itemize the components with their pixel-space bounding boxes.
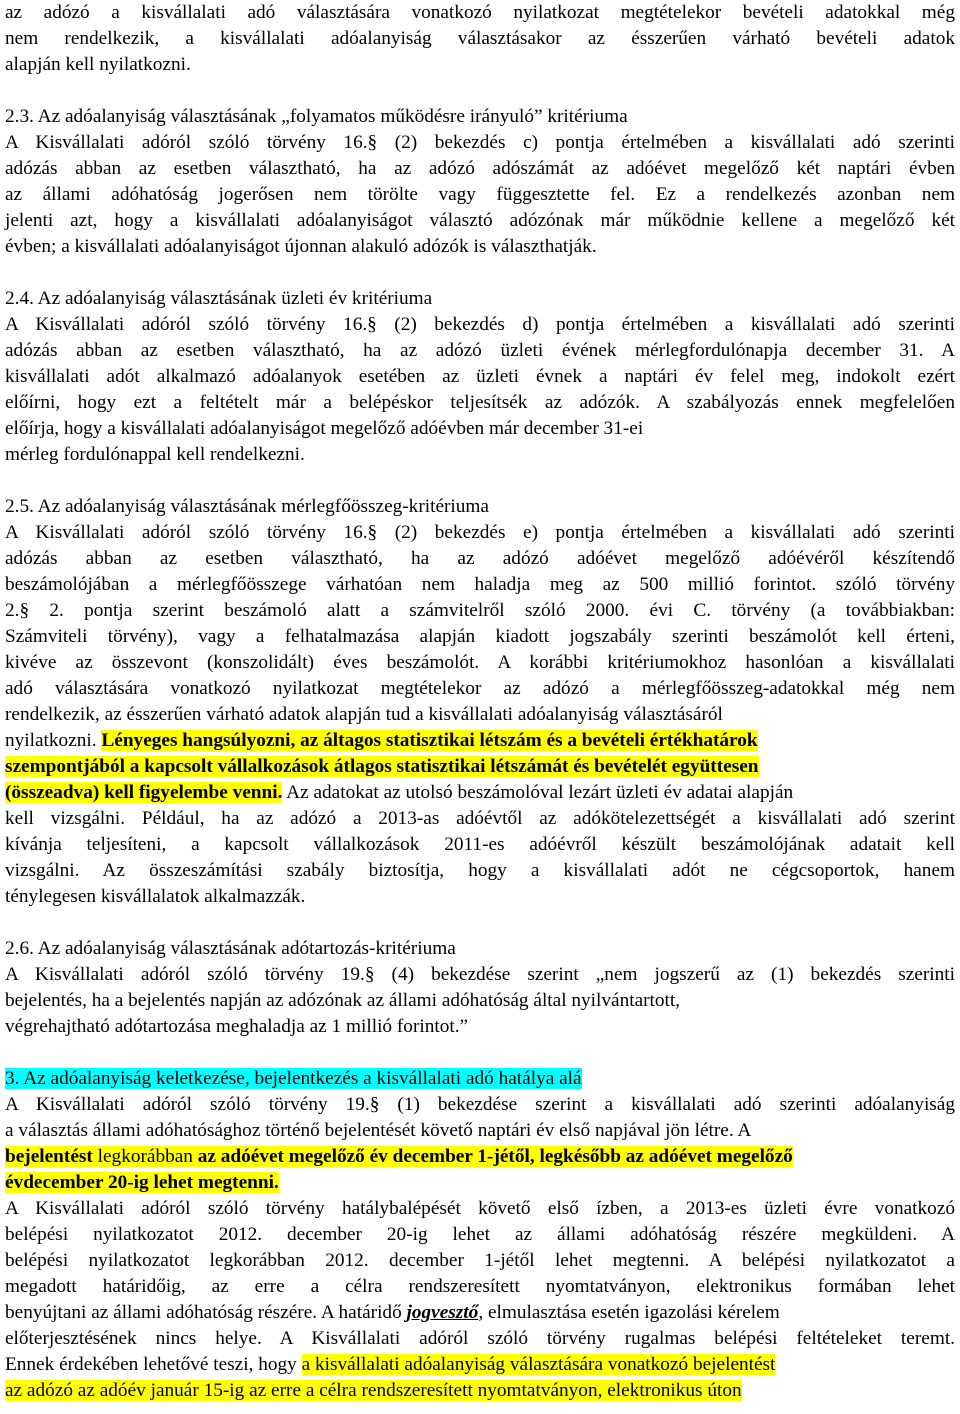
highlighted-bold-text: bejelentést — [5, 1146, 93, 1167]
text-line: vizsgálni. Az összeszámítási szabály biztosítja, hogy a kisvállalati adót ne cégcsoportok, hanem — [5, 860, 955, 881]
text-fragment: benyújtani az állami adóhatóság részére. A határidő — [5, 1302, 407, 1323]
text-line-with-highlight — [5, 780, 793, 806]
section-heading-2-5: 2.5. Az adóalanyiság választásának mérlegfőösszeg-kritériuma — [5, 496, 489, 517]
text-line: adó választására vonatkozó nyilatkozat megtételekor az adózó a mérlegfőösszeg-adatokkal még nem — [5, 678, 955, 699]
text-line: beszámolójában a mérlegfőösszege várhatóan nem haladja meg az 500 millió forintot. szóló törvény — [5, 574, 955, 595]
text-line: A Kisvállalati adóról szóló törvény 16.§ (2) bekezdés e) pontja értelmében a kisvállalati adó szerinti — [5, 522, 955, 543]
text-line: kivéve az összevont (konszolidált) éves beszámolót. A korábbi kritériumokhoz hasonlóan a kisvállalati — [5, 652, 955, 673]
text-line: kisvállalati adót alkalmazó adóalanyok esetében az üzleti évnek a naptári év felel meg, indokolt ezért — [5, 366, 955, 387]
text-line: a választás állami adóhatósághoz történő bejelentését követő naptári év első napjával jön létre. A — [5, 1120, 752, 1141]
text-line: előterjesztésének nincs helye. A Kisvállalati adóról szóló törvény rugalmas belépési feltételeket teremt. — [5, 1328, 955, 1349]
text-line: rendelkezik, az ésszerűen várható adatok alapján tud a kisvállalati adóalanyiság választásáról — [5, 704, 723, 725]
text-line: kívánja teljesíteni, a kapcsolt vállalkozások 2011-es adóévről készült beszámolójának adatait kell — [5, 834, 955, 855]
text-line: előírja, hogy a kisvállalati adóalanyiságot megelőző adóévben már december 31-ei — [5, 418, 644, 439]
text-line: kell vizsgálni. Például, ha az adózó a 2013-as adóévtől az adókötelezettségét a kisvállalati adó szerint — [5, 808, 955, 829]
text-line: A Kisvállalati adóról szóló törvény 19.§ (4) bekezdése szerint „nem jogszerű az (1) bekezdés szerinti — [5, 964, 955, 985]
text-line: az állami adóhatóság jogerősen nem törölte vagy függesztette fel. Ez a rendelkezés azonban nem — [5, 184, 955, 205]
highlighted-bold-text: évdecember 20-ig lehet megtenni. — [5, 1172, 279, 1193]
text-line: bejelentés, ha a bejelentés napján az adózónak az állami adóhatóság által nyilvántartott, — [5, 990, 681, 1011]
text-fragment: , elmulasztása esetén igazolási kérelem — [478, 1302, 780, 1323]
text-line-with-highlight — [5, 1352, 775, 1378]
text-line-with-highlight — [5, 728, 758, 754]
text-line: megadott határidőig, az erre a célra rendszeresített nyomtatványon, elektronikus formában lehet — [5, 1276, 955, 1297]
text-line: ténylegesen kisvállalatok alkalmazzák. — [5, 886, 306, 907]
text-line: A Kisvállalati adóról szóló törvény 19.§ (1) bekezdése szerint a kisvállalati adó szerinti adóalanyiság — [5, 1094, 955, 1115]
text-line: Számviteli törvény), vagy a felhatalmazása alapján kiadott jogszabály szerinti beszámolót kell érteni, — [5, 626, 955, 647]
text-fragment: Az adatokat az utolsó beszámolóval lezárt üzleti év adatai alapján — [286, 782, 794, 803]
text-line-with-highlight — [5, 1144, 793, 1170]
highlighted-bold-text: (összeadva) kell figyelembe venni. — [5, 782, 283, 803]
text-line: belépési nyilatkozatot 2012. december 20-ig lehet az állami adóhatóság részére megküldeni. A — [5, 1224, 955, 1245]
text-line: adózás abban az esetben választható, ha az adózó adószámát az adóévet megelőző két naptári évben — [5, 158, 955, 179]
text-line: jelenti azt, hogy a kisvállalati adóalanyiságot választó adózónak már működnie kellene a megelőző két — [5, 210, 955, 231]
highlighted-bold-text: Lényeges hangsúlyozni, az áltagos statisztikai létszám és a bevételi értékhatárok — [101, 730, 758, 751]
text-line: A Kisvállalati adóról szóló törvény 16.§ (2) bekezdés d) pontja értelmében a kisvállalati adó szerinti — [5, 314, 955, 335]
text-fragment: nyilatkozni. — [5, 730, 97, 751]
text-line: belépési nyilatkozatot legkorábban 2012. december 1-jétől lehet megtenni. A belépési nyilatkozatot a — [5, 1250, 955, 1271]
text-line: végrehajtható adótartozása meghaladja az 1 millió forintot.” — [5, 1016, 469, 1037]
text-line: nem rendelkezik, a kisvállalati adóalanyiság választásakor az ésszerűen várható bevételi adatok — [5, 28, 955, 49]
highlighted-heading-text: 3. Az adóalanyiság keletkezése, bejelentkezés a kisvállalati adó hatálya alá — [5, 1068, 582, 1089]
text-line-with-highlight — [5, 1170, 279, 1196]
highlighted-bold-text: az adóévet megelőző év december 1-jétől, legkésőbb az adóévet megelőző — [197, 1146, 793, 1167]
text-line: mérleg fordulónappal kell rendelkezni. — [5, 444, 305, 465]
highlighted-text: a kisvállalati adóalanyiság választására vonatkozó bejelentést — [301, 1354, 776, 1375]
text-line-with-highlight — [5, 1378, 742, 1404]
section-heading-2-4: 2.4. Az adóalanyiság választásának üzleti év kritériuma — [5, 288, 433, 309]
highlighted-text: legkorábban — [92, 1146, 198, 1167]
section-heading-2-3: 2.3. Az adóalanyiság választásának „folyamatos működésre irányuló” kritériuma — [5, 106, 628, 127]
text-fragment: Ennek érdekében lehetővé teszi, hogy — [5, 1354, 302, 1375]
text-line: adózás abban az esetben választható, ha az adózó adóévet megelőző adóévéről készítendő — [5, 548, 955, 569]
highlighted-text: az adózó az adóév január 15-ig az erre a célra rendszeresített nyomtatványon, elektronikus úton — [5, 1380, 742, 1401]
emphasized-word: jogvesztő — [406, 1302, 479, 1323]
text-line: előírni, hogy ezt a feltételt már a belépéskor teljesítsék az adózók. A szabályozás ennek megfelelően — [5, 392, 955, 413]
highlighted-bold-text: szempontjából a kapcsolt vállalkozások átlagos statisztikai létszámát és bevételét együttesen — [5, 756, 759, 777]
text-line: adózás abban az esetben választható, ha az adózó üzleti évének mérlegfordulónapja december 31. A — [5, 340, 955, 361]
section-heading-3 — [5, 1066, 582, 1092]
text-line-with-highlight — [5, 754, 759, 780]
text-line: A Kisvállalati adóról szóló törvény 16.§ (2) bekezdés c) pontja értelmében a kisvállalati adó szerinti — [5, 132, 955, 153]
text-line-with-emphasis — [5, 1300, 780, 1326]
section-heading-2-6: 2.6. Az adóalanyiság választásának adótartozás-kritériuma — [5, 938, 456, 959]
text-line: alapján kell nyilatkozni. — [5, 54, 191, 75]
text-line: az adózó a kisvállalati adó választására vonatkozó nyilatkozat megtételekor bevételi adatokkal még — [5, 2, 955, 23]
text-line: 2.§ 2. pontja szerint beszámoló alatt a számvitelről szóló 2000. évi C. törvény (a továbbiakban: — [5, 600, 955, 621]
text-line: évben; a kisvállalati adóalanyiságot újonnan alakuló adózók is választhatják. — [5, 236, 597, 257]
text-line: A Kisvállalati adóról szóló törvény hatálybalépését követő első ízben, a 2013-es üzleti évre vonatkozó — [5, 1198, 955, 1219]
